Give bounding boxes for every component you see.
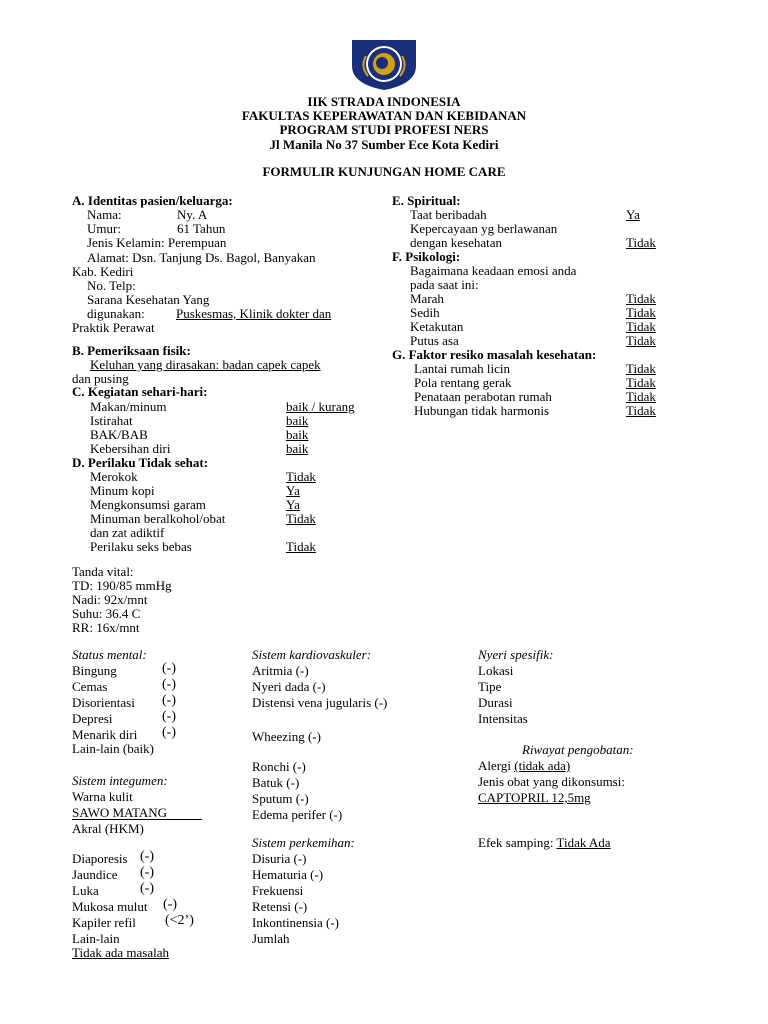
mental-value: (-) <box>162 693 176 708</box>
mental-value: (-) <box>162 661 176 676</box>
integumen-value: (-) <box>140 849 154 864</box>
perilaku-label: Minum kopi <box>90 483 155 498</box>
section-a-title: A. Identitas pasien/keluarga: <box>72 193 233 208</box>
alamat-kab: Kab. Kediri <box>72 264 134 279</box>
kegiatan-value: baik <box>286 441 309 456</box>
kepercayaan-label-cont: dengan kesehatan <box>410 235 503 250</box>
integumen-lain-label: Lain-lain <box>72 931 120 946</box>
vital-td: TD: 190/85 mmHg <box>72 578 172 593</box>
section-g-title: G. Faktor resiko masalah kesehatan: <box>392 347 597 362</box>
program-name: PROGRAM STUDI PROFESI NERS <box>279 122 489 137</box>
faktor-label: Lantai rumah licin <box>414 361 511 376</box>
nyeri-item: Tipe <box>478 679 502 694</box>
faktor-value: Tidak <box>626 403 656 418</box>
sarana-value-cont: Praktik Perawat <box>72 320 155 335</box>
perilaku-label: dan zat adiktif <box>90 525 165 540</box>
kardio-batuk: Batuk (-) <box>252 775 300 790</box>
kepercayaan-value: Tidak <box>626 235 656 250</box>
perilaku-label: Perilaku seks bebas <box>90 539 192 554</box>
section-e-title: E. Spiritual: <box>392 193 461 208</box>
section-d-title: D. Perilaku Tidak sehat: <box>72 455 209 470</box>
taat-label: Taat beribadah <box>410 207 487 222</box>
integumen-value: (<2’) <box>165 913 194 928</box>
integumen-lain-value: Tidak ada masalah <box>72 945 169 960</box>
emosi-label: Putus asa <box>410 333 459 348</box>
mental-label: Menarik diri <box>72 727 138 742</box>
taat-value: Ya <box>626 207 640 222</box>
kegiatan-label: Makan/minum <box>90 399 167 414</box>
perilaku-value: Ya <box>286 483 300 498</box>
alamat: Alamat: Dsn. Tanjung Ds. Bagol, Banyakan <box>87 250 316 265</box>
emosi-value: Tidak <box>626 305 656 320</box>
perilaku-value: Tidak <box>286 469 316 484</box>
kardio-edema: Edema perifer (-) <box>252 807 343 822</box>
kardio-wheezing: Wheezing (-) <box>252 729 321 744</box>
perilaku-label: Merokok <box>90 469 138 484</box>
address: Jl Manila No 37 Sumber Ece Kota Kediri <box>269 137 499 152</box>
mental-label: Disorientasi <box>72 695 135 710</box>
emosi-label: Marah <box>410 291 444 306</box>
warna-kulit-label: Warna kulit <box>72 789 133 804</box>
perkemihan-frekuensi: Frekuensi <box>252 883 304 898</box>
integumen-title: Sistem integumen: <box>72 773 168 788</box>
kardio-aritmia: Aritmia (-) <box>252 663 309 678</box>
form-title: FORMULIR KUNJUNGAN HOME CARE <box>262 164 506 179</box>
emosi-question: Bagaimana keadaan emosi anda <box>410 263 577 278</box>
kardio-distensi: Distensi vena jugularis (-) <box>252 695 388 710</box>
emosi-value: Tidak <box>626 333 656 348</box>
keluhan: Keluhan yang dirasakan: badan capek capek <box>90 357 321 372</box>
emosi-value: Tidak <box>626 291 656 306</box>
efek-value: Tidak Ada <box>556 835 611 850</box>
emosi-value: Tidak <box>626 319 656 334</box>
mental-label: Depresi <box>72 711 113 726</box>
kardio-ronchi: Ronchi (-) <box>252 759 306 774</box>
warna-kulit-value: SAWO MATANG <box>72 806 202 820</box>
kepercayaan-label: Kepercayaan yg berlawanan <box>410 221 558 236</box>
section-c-title: C. Kegiatan sehari-hari: <box>72 384 208 399</box>
kegiatan-value: baik / kurang <box>286 399 355 414</box>
kardio-title: Sistem kardiovaskuler: <box>252 647 372 662</box>
riwayat-jenis-obat: Jenis obat yang dikonsumsi: <box>478 774 625 789</box>
nama-value: Ny. A <box>177 207 208 222</box>
perkemihan-jumlah: Jumlah <box>252 931 290 946</box>
kardio-nyeri-dada: Nyeri dada (-) <box>252 679 326 694</box>
perilaku-value: Ya <box>286 497 300 512</box>
faktor-label: Pola rentang gerak <box>414 375 512 390</box>
faktor-label: Penataan perabotan rumah <box>414 389 552 404</box>
mental-value: (-) <box>162 709 176 724</box>
efek-label: Efek samping: <box>478 835 557 850</box>
integumen-label: Luka <box>72 883 99 898</box>
sarana-label: Sarana Kesehatan Yang <box>87 292 210 307</box>
integumen-value: (-) <box>140 865 154 880</box>
perilaku-label: Mengkonsumsi garam <box>90 497 206 512</box>
vital-suhu: Suhu: 36.4 C <box>72 606 141 621</box>
emosi-label: Sedih <box>410 305 440 320</box>
mental-value: (-) <box>162 677 176 692</box>
vital-title: Tanda vital: <box>72 564 134 579</box>
umur-label: Umur: <box>87 221 121 236</box>
sarana-value: Puskesmas, Klinik dokter dan <box>176 306 332 321</box>
kegiatan-label: Kebersihan diri <box>90 441 171 456</box>
kegiatan-label: BAK/BAB <box>90 427 148 442</box>
faktor-label: Hubungan tidak harmonis <box>414 403 550 418</box>
riwayat-alergi <box>478 759 570 773</box>
sarana-digunakan-label: digunakan: <box>87 306 145 321</box>
no-telp: No. Telp: <box>87 278 136 293</box>
nyeri-item: Intensitas <box>478 711 528 726</box>
kardio-sputum: Sputum (-) <box>252 791 309 806</box>
faktor-value: Tidak <box>626 361 656 376</box>
perkemihan-title: Sistem perkemihan: <box>252 835 355 850</box>
umur-value: 61 Tahun <box>177 221 226 236</box>
kegiatan-label: Istirahat <box>90 413 133 428</box>
vital-rr: RR: 16x/mnt <box>72 620 140 635</box>
integumen-label: Mukosa mulut <box>72 899 148 914</box>
integumen-label: Jaundice <box>72 867 118 882</box>
section-f-title: F. Psikologi: <box>392 249 461 264</box>
perilaku-label: Minuman beralkohol/obat <box>90 511 226 526</box>
emosi-label: Ketakutan <box>410 319 464 334</box>
status-mental-title: Status mental: <box>72 647 147 662</box>
perkemihan-disuria: Disuria (-) <box>252 851 307 866</box>
integumen-value: (-) <box>140 881 154 896</box>
integumen-label: Kapiler refil <box>72 915 136 930</box>
mental-label: Cemas <box>72 679 108 694</box>
perilaku-value: Tidak <box>286 511 316 526</box>
nyeri-item: Durasi <box>478 695 513 710</box>
nyeri-item: Lokasi <box>478 663 514 678</box>
perkemihan-hematuria: Hematuria (-) <box>252 867 324 882</box>
alergi-value: (tidak ada) <box>514 758 571 773</box>
perkemihan-inkontinensia: Inkontinensia (-) <box>252 915 340 930</box>
faktor-value: Tidak <box>626 375 656 390</box>
emosi-question-cont: pada saat ini: <box>410 277 479 292</box>
vital-nadi: Nadi: 92x/mnt <box>72 592 148 607</box>
kegiatan-value: baik <box>286 427 309 442</box>
riwayat-efek <box>478 836 611 850</box>
nama-label: Nama: <box>87 207 122 222</box>
jenis-kelamin: Jenis Kelamin: Perempuan <box>87 235 227 250</box>
akral: Akral (HKM) <box>72 821 144 836</box>
faktor-value: Tidak <box>626 389 656 404</box>
mental-lain: Lain-lain (baik) <box>72 741 154 756</box>
institution-name: IIK STRADA INDONESIA <box>307 94 461 109</box>
kegiatan-value: baik <box>286 413 309 428</box>
faculty-name: FAKULTAS KEPERAWATAN DAN KEBIDANAN <box>241 108 527 123</box>
section-b-title: B. Pemeriksaan fisik: <box>72 343 191 358</box>
mental-label: Bingung <box>72 663 117 678</box>
integumen-value: (-) <box>163 897 177 912</box>
alergi-label: Alergi <box>478 758 515 773</box>
keluhan-cont: dan pusing <box>72 371 129 386</box>
mental-value: (-) <box>162 725 176 740</box>
integumen-label: Diaporesis <box>72 851 128 866</box>
riwayat-obat: CAPTOPRIL 12,5mg <box>478 790 591 805</box>
nyeri-title: Nyeri spesifik: <box>478 647 554 662</box>
perilaku-value: Tidak <box>286 539 316 554</box>
university-logo <box>346 36 422 92</box>
perkemihan-retensi: Retensi (-) <box>252 899 308 914</box>
riwayat-title: Riwayat pengobatan: <box>522 742 634 757</box>
